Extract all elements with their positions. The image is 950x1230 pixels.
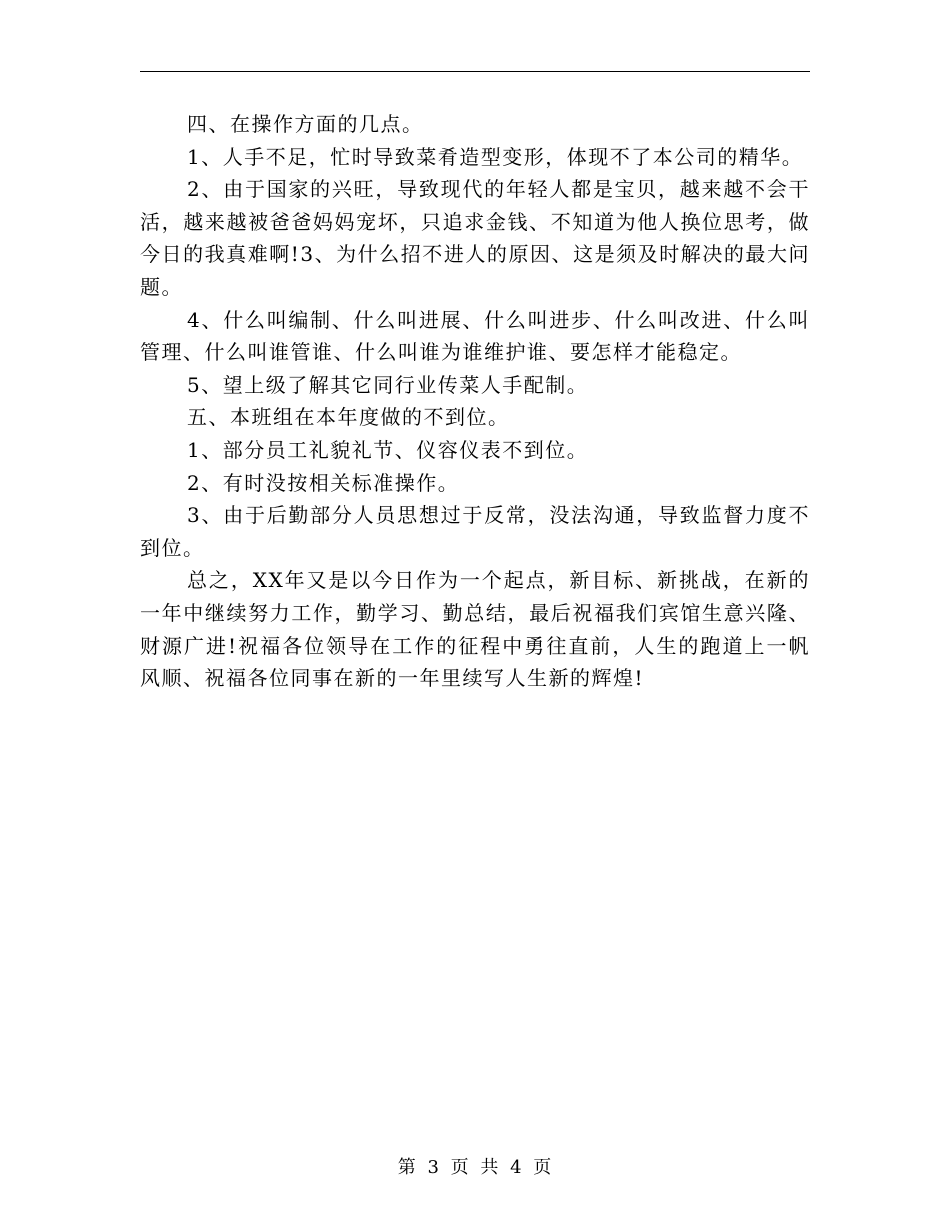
list-item: 4、什么叫编制、什么叫进展、什么叫进步、什么叫改进、什么叫管理、什么叫谁管谁、什么叫谁为谁维护谁、要怎样才能稳定。 — [140, 307, 810, 365]
header-rule — [140, 71, 810, 72]
list-item: 1、人手不足，忙时导致菜肴造型变形，体现不了本公司的精华。 — [187, 144, 804, 169]
list-item: 3、由于后勤部分人员思想过于反常，没法沟通，导致监督力度不到位。 — [140, 503, 810, 560]
document-body — [140, 108, 810, 695]
section-heading-operations: 四、在操作方面的几点。 — [187, 112, 424, 136]
list-item: 2、有时没按相关标准操作。 — [187, 470, 460, 495]
section-heading-shortcomings: 五、本班组在本年度做的不到位。 — [187, 405, 510, 430]
list-item: 1、部分员工礼貌礼节、仪容仪表不到位。 — [187, 437, 589, 462]
list-item: 5、望上级了解其它同行业传菜人手配制。 — [187, 372, 589, 397]
list-item: 2、由于国家的兴旺，导致现代的年轻人都是宝贝，越来越不会干活，越来越被爸爸妈妈宠坏，只追求金钱、不知道为他人换位思考，做今日的我真难啊!3、为什么招不进人的原因、这是须及时解决的最大问题。 — [140, 177, 810, 299]
page-footer — [0, 1153, 950, 1179]
closing-paragraph: 总之，XX年又是以今日作为一个起点，新目标、新挑战，在新的一年中继续努力工作，勤学习、勤总结，最后祝福我们宾馆生意兴隆、财源广进!祝福各位领导在工作的征程中勇往直前，人生的跑道上一帆风顺、祝福各位同事在新的一年里续写人生新的辉煌! — [140, 568, 810, 691]
page-number: 第 3 页 共 4 页 — [397, 1157, 553, 1178]
